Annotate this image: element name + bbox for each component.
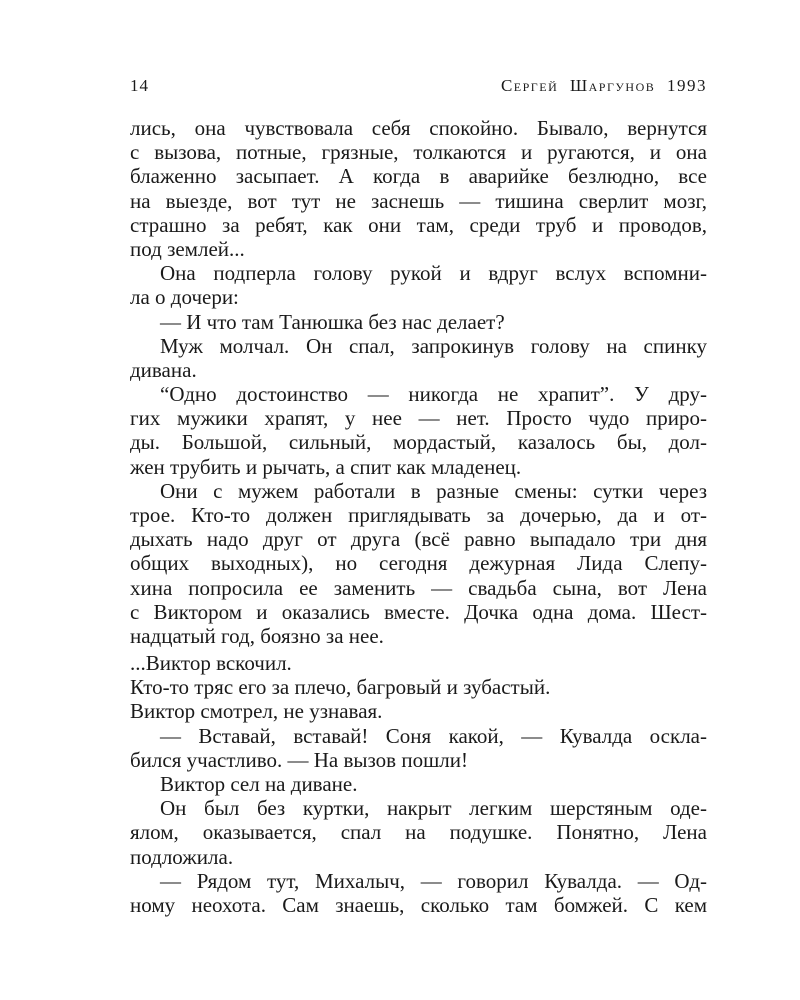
text-line: Она подперла голову рукой и вдруг вслух вспомни- <box>160 261 707 286</box>
text-line: — Вставай, вставай! Соня какой, — Кувалда оскла- <box>160 723 707 748</box>
text-line: Он был без куртки, накрыт легким шерстяным оде- <box>160 796 707 821</box>
text-line: ды. Большой, сильный, мордастый, казалось бы, дол- <box>130 430 707 455</box>
text-line: с Виктором и оказались вместе. Дочка одна дома. Шест- <box>130 599 707 624</box>
text-line: на выезде, вот тут не заснешь — тишина сверлит мозг, <box>130 188 707 213</box>
text-line: под землей... <box>130 236 245 261</box>
text-block-2 <box>130 651 707 917</box>
text-line: страшно за ребят, как они там, среди труб и проводов, <box>130 212 707 237</box>
text-line: общих выходных), но сегодня дежурная Лида Слепу- <box>130 551 707 576</box>
text-line: ла о дочери: <box>130 285 239 310</box>
text-line: Они с мужем работали в разные смены: сутки через <box>160 478 707 503</box>
text-line: с вызова, потные, грязные, толкаются и ругаются, и она <box>130 140 707 165</box>
text-line: подложила. <box>130 844 234 869</box>
text-line: Виктор смотрел, не узнавая. <box>130 699 383 724</box>
page-number: 14 <box>130 76 149 95</box>
text-line: ному неохота. Сам знаешь, сколько там бомжей. С кем <box>130 892 707 917</box>
text-line: трое. Кто-то должен приглядывать за дочерью, да и от- <box>130 503 707 527</box>
text-block-1 <box>130 116 707 648</box>
text-line: “Одно достоинство — никогда не храпит”. У дру- <box>160 382 707 407</box>
text-line: блаженно засыпает. А когда в аварийке безлюдно, все <box>130 164 707 189</box>
text-line: лись, она чувствовала себя спокойно. Бывало, вернутся <box>130 116 707 140</box>
text-line: дыхать надо друг от друга (всё равно выпадало три дня <box>130 527 707 552</box>
text-line: гих мужики храпят, у нее — нет. Просто чудо приро- <box>130 406 707 431</box>
text-line: Муж молчал. Он спал, запрокинув голову на спинку <box>160 333 707 358</box>
text-line: Кто-то тряс его за плечо, багровый и зубастый. <box>130 675 551 700</box>
text-line: ...Виктор вскочил. <box>130 651 292 675</box>
text-line: хина попросила ее заменить — свадьба сына, вот Лена <box>130 575 707 600</box>
text-line: бился участливо. — На вызов пошли! <box>130 747 468 772</box>
text-line: — И что там Танюшка без нас делает? <box>160 309 505 334</box>
running-head: Сергей Шаргунов 1993 <box>500 76 707 95</box>
text-line: дивана. <box>130 357 197 382</box>
text-line: Виктор сел на диване. <box>160 771 358 796</box>
text-line: жен трубить и рычать, а спит как младенец. <box>130 454 522 479</box>
text-line: — Рядом тут, Михалыч, — говорил Кувалда. — Од- <box>160 868 707 893</box>
text-line: ялом, оказывается, спал на подушке. Понятно, Лена <box>130 820 707 845</box>
text-line: надцатый год, боязно за нее. <box>130 623 384 648</box>
